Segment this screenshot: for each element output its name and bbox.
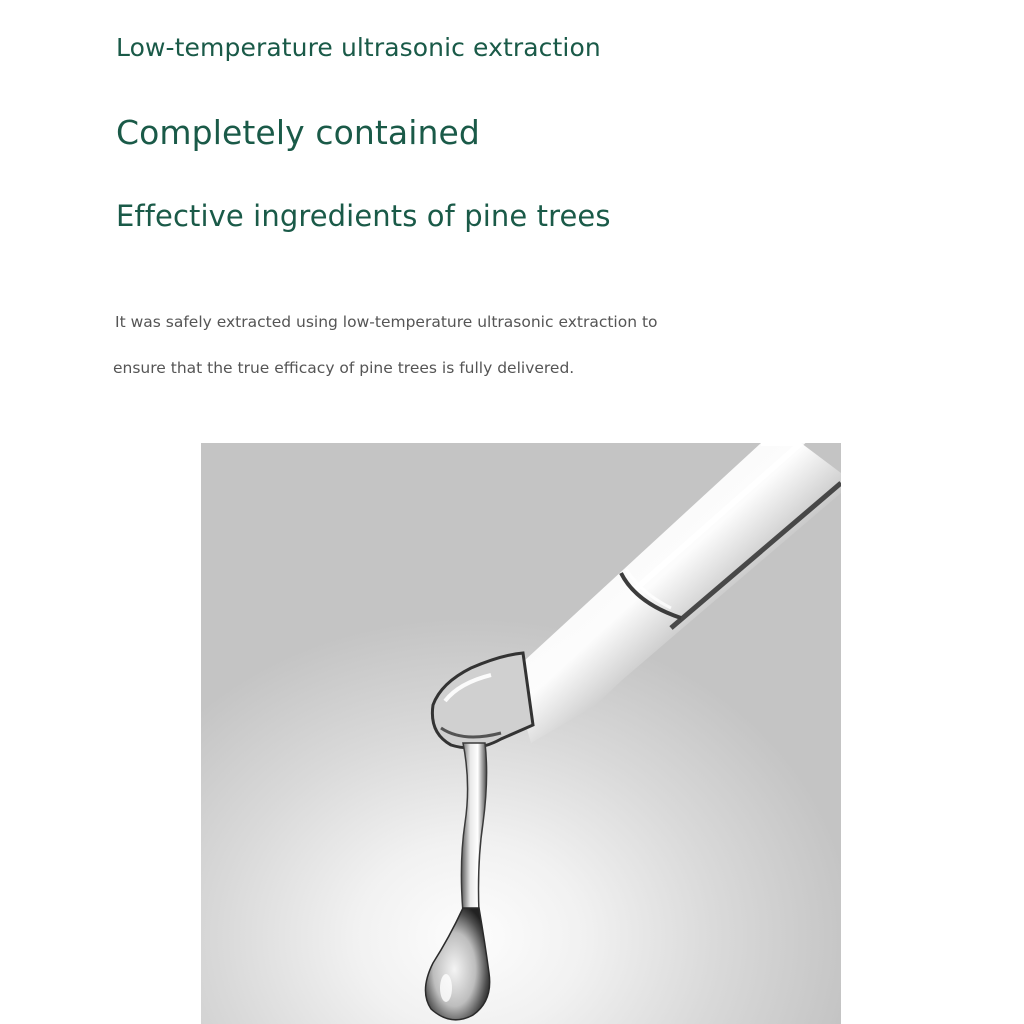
liquid-drop <box>425 908 489 1020</box>
description-line-2: ensure that the true efficacy of pine trees is fully delivered. <box>113 359 575 377</box>
heading-line-3: Effective ingredients of pine trees <box>116 199 611 233</box>
liquid-stream <box>461 743 486 913</box>
glass-dropper-illustration <box>201 443 841 1024</box>
dropper-tip <box>432 653 533 748</box>
heading-line-2: Completely contained <box>116 113 480 152</box>
dropper-tube <box>511 443 841 743</box>
heading-line-1: Low-temperature ultrasonic extraction <box>116 33 601 62</box>
description-line-1: It was safely extracted using low-temperature ultrasonic extraction to <box>115 313 658 331</box>
dropper-product-image <box>201 443 841 1024</box>
